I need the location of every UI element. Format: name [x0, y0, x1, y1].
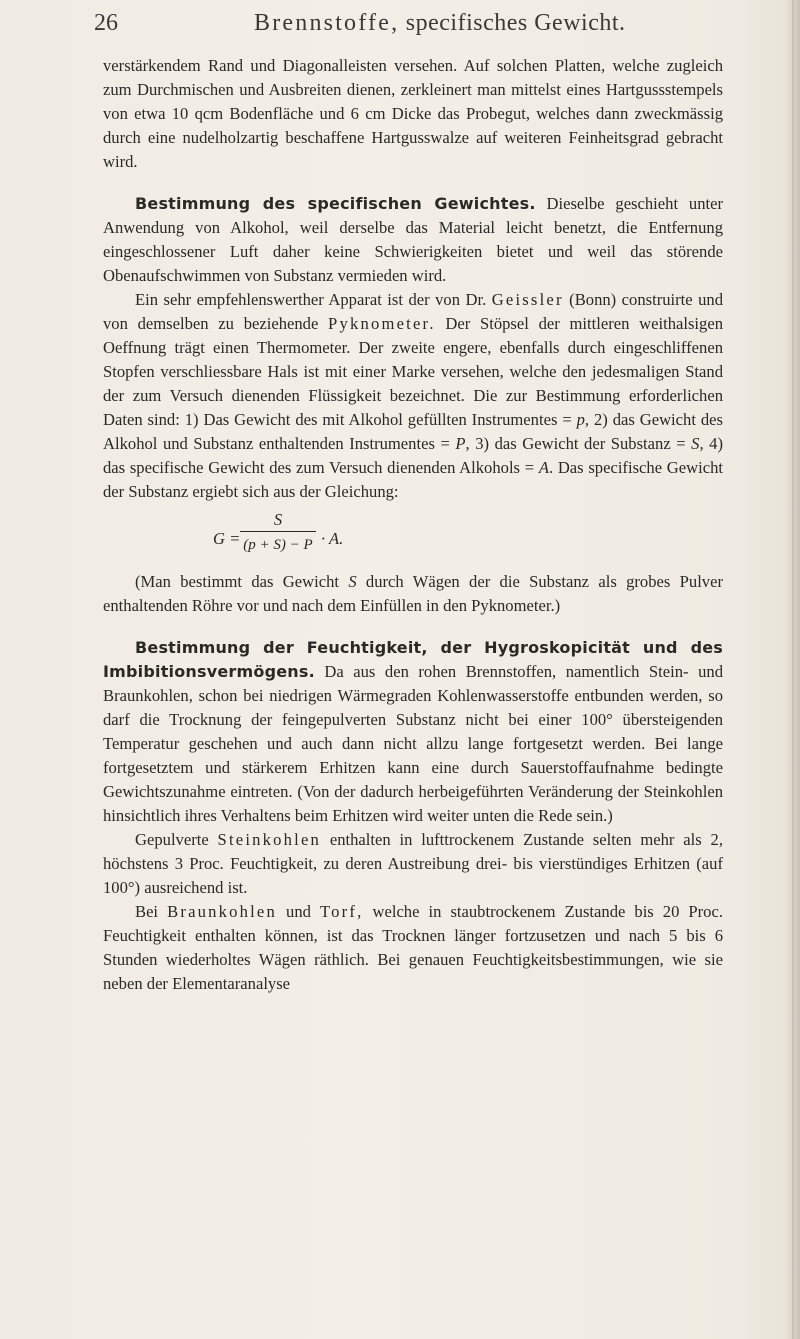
s1p2-i: , 3) das Gewicht der Substanz =: [465, 434, 692, 453]
s2p3-term-torf: Torf,: [319, 902, 364, 921]
running-head-spaced: Brennstoffe,: [254, 10, 400, 36]
intro-paragraph: verstärkendem Rand und Diagonalleisten versehen. Auf solchen Platten, welche zugleich zum Durchmischen und Ausbreiten dienen, zerkleinert man mittelst eines Hartgussstempels von etwa 10 qcm Bodenfläche und 6 cm Dicke das Probegut, welches dann zweckmässig durch eine nudelholzartig beschaffene Hartgusswalze auf weiteren Feinheitsgrad gebracht wird.: [103, 56, 723, 171]
page-header: [94, 10, 704, 50]
section1-p1-text: Dieselbe geschieht unter Anwendung von Alkohol, weil derselbe das Material leicht benetzt, die Entfernung eingeschlossener Luft daher keine Schwierigkeiten bietet und weil das störende Obenaufschwimmen von Substanz vermieden wird.: [103, 194, 724, 285]
s1p2-c: (Bonn) construirte und von demselben zu beziehende: [103, 290, 724, 333]
formula-denominator: (p + S) − P: [243, 537, 313, 553]
section-gap: [103, 174, 723, 192]
s2p3-a: Bei: [135, 902, 168, 921]
s2p2-a: Gepulverte: [135, 830, 218, 849]
section1-paragraph-1: [103, 192, 723, 288]
s1p2-var-P: P: [455, 434, 466, 453]
section2-paragraph-3: [103, 900, 723, 996]
fraction-bar: [240, 531, 316, 532]
s2p2-term-steinkohlen: Steinkohlen: [217, 830, 322, 849]
section1-heading: Bestimmung des specifischen Gewichtes.: [135, 194, 536, 213]
section1-paragraph-3: [103, 570, 723, 618]
section1-paragraph-2: [103, 288, 723, 504]
s1p2-a: Ein sehr empfehlenswerther Apparat ist der von Dr.: [135, 290, 492, 309]
section2-paragraph-2: [103, 828, 723, 900]
body-text: [103, 54, 723, 996]
formula-numerator: S: [273, 510, 283, 529]
section2-p1-text: Da aus den rohen Brennstoffen, namentlich Stein- und Braunkohlen, schon bei niedrigen Wärmegraden Kohlenwasserstoffe entbunden werden, so darf die Trocknung der feingepulverten Substanz nicht bei einer 100° übersteigenden Temperatur geschehen und auch dann nicht allzu lange fortgesetzt werden. Bei lange fortgesetztem und stärkerem Erhitzen kann eine durch Sauerstoffaufnahme bedingte Gewichtszunahme eintreten. (Von der dadurch herbeigeführten Veränderung der Steinkohlen hinsichtlich ihres Verhaltens beim Erhitzen wird weiter unten die Rede sein.): [103, 662, 723, 825]
s2p3-c: und: [277, 902, 320, 921]
s1p2-m: . Das specifische Gewicht der Substanz ergiebt sich aus der Gleichung:: [103, 458, 723, 501]
s1p3-c: durch Wägen der die Substanz als grobes Pulver enthaltenden Röhre vor und nach dem Einfüllen in den Pyknometer.): [103, 572, 723, 615]
s1p3-a: (Man bestimmt das Gewicht: [135, 572, 349, 591]
section2-heading: Bestimmung der Feuchtigkeit, der Hygroskopicität und des Imbibitionsvermögens.: [103, 638, 723, 681]
section-gap: [103, 618, 723, 636]
page-number: 26: [94, 10, 118, 36]
s1p2-g: , 2) das Gewicht des Alkohol und Substanz enthaltenden Instrumentes =: [103, 410, 723, 453]
s2p3-e: welche in staubtrockenem Zustande bis 20 Proc. Feuchtigkeit enthalten können, ist das Trocknen länger fortzusetzen und nach 5 bis 6 Stunden wiederholtes Wägen räthlich. Bei genauen Feuchtigkeitsbestimmungen, wie sie neben der Elementaranalyse: [103, 902, 723, 993]
s1p2-k: , 4) das specifische Gewicht des zum Versuch dienenden Alkohols =: [103, 434, 723, 477]
s2p3-term-braunkohlen: Braunkohlen: [167, 902, 277, 921]
s1p2-term-pyknometer: Pyknometer.: [328, 314, 436, 333]
running-head: [254, 10, 626, 37]
formula-lhs: G =: [213, 529, 241, 548]
formula-fraction: [240, 508, 316, 557]
formula-rhs: · A.: [321, 529, 344, 548]
binding-line: [792, 0, 794, 1339]
running-head-plain: specifisches Gewicht.: [399, 10, 626, 36]
section2-paragraph-1: [103, 636, 723, 828]
s1p3-var-S: S: [348, 572, 357, 591]
s2p2-c: enthalten in lufttrockenem Zustande selten mehr als 2, höchstens 3 Proc. Feuchtigkeit, zu deren Austreibung drei- bis vierstündiges Erhitzen (auf 100°) ausreichend ist.: [103, 830, 723, 897]
s1p2-var-p: p: [576, 410, 585, 429]
s1p2-name-geissler: Geissler: [491, 290, 564, 309]
s1p2-var-A: A: [538, 458, 549, 477]
density-formula: [103, 506, 723, 568]
s1p2-var-S: S: [691, 434, 700, 453]
s1p2-e: Der Stöpsel der mittleren weithalsigen Oeffnung trägt einen Thermometer. Der zweite engere, ebenfalls durch eingeschliffenen Stopfen verschliessbare Hals ist mit einer Marke versehen, welche den jedesmaligen Stand der zum Versuch dienenden Flüssigkeit bezeichnet. Die zur Bestimmung erforderlichen Daten sind: 1) Das Gewicht des mit Alkohol gefüllten Instrumentes =: [103, 314, 723, 429]
